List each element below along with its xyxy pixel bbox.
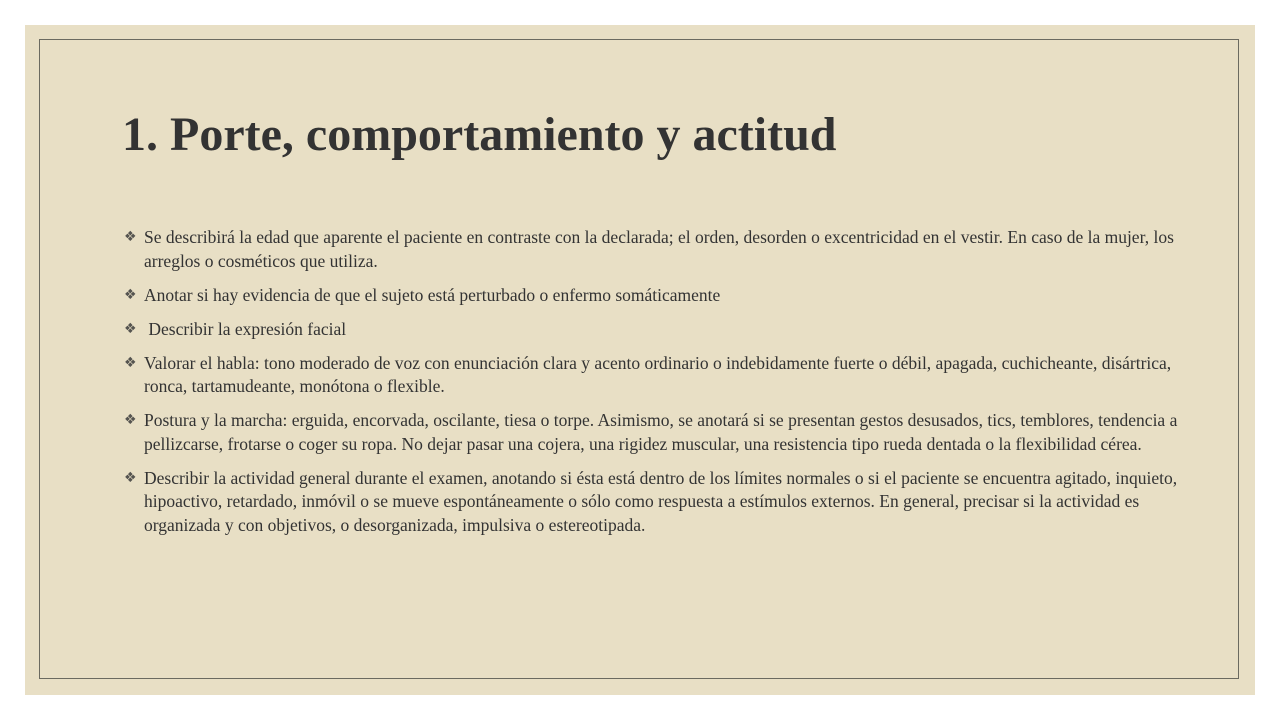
diamond-star-bullet-icon: ❖ <box>124 469 137 486</box>
diamond-star-bullet-icon: ❖ <box>124 320 137 337</box>
bullet-item <box>124 409 1194 456</box>
bullet-item <box>124 284 1194 308</box>
bullet-text: Describir la actividad general durante el examen, anotando si ésta está dentro de los límites normales o si el paciente se encuentra agitado, inquieto, hipoactivo, retardado, inmóvil o se mueve espontáneamente o sólo como respuesta a estímulos externos. En general, precisar si la actividad es organizada y con objetivos, o desorganizada, impulsiva o estereotipada. <box>144 467 1178 535</box>
bullet-text: Postura y la marcha: erguida, encorvada, oscilante, tiesa o torpe. Asimismo, se anotará si se presentan gestos desusados, tics, temblores, tendencia a pellizcarse, frotarse o coger su ropa. No dejar pasar una cojera, una rigidez muscular, una resistencia tipo rueda dentada o la flexibilidad cérea. <box>144 410 1178 454</box>
bullet-list <box>124 226 1194 548</box>
slide-title: 1. Porte, comportamiento y actitud <box>122 108 837 161</box>
bullet-item <box>124 352 1194 399</box>
bullet-text: Describir la expresión facial <box>144 318 347 339</box>
diamond-star-bullet-icon: ❖ <box>124 354 137 371</box>
slide <box>25 25 1255 695</box>
diamond-star-bullet-icon: ❖ <box>124 229 137 245</box>
bullet-text: Se describirá la edad que aparente el paciente en contraste con la declarada; el orden, desorden o excentricidad en el vestir. En caso de la mujer, los arreglos o cosméticos que utiliza. <box>144 227 1174 271</box>
bullet-text: Anotar si hay evidencia de que el sujeto está perturbado o enfermo somáticamente <box>144 284 721 305</box>
diamond-star-bullet-icon: ❖ <box>124 412 137 428</box>
bullet-item <box>124 226 1194 273</box>
diamond-star-bullet-icon: ❖ <box>124 286 137 303</box>
bullet-text: Valorar el habla: tono moderado de voz con enunciación clara y acento ordinario o indebidamente fuerte o débil, apagada, cuchicheante, disártrica, ronca, tartamudeante, monótona o flexible. <box>144 352 1172 396</box>
bullet-item <box>124 467 1194 538</box>
bullet-item <box>124 318 1194 342</box>
